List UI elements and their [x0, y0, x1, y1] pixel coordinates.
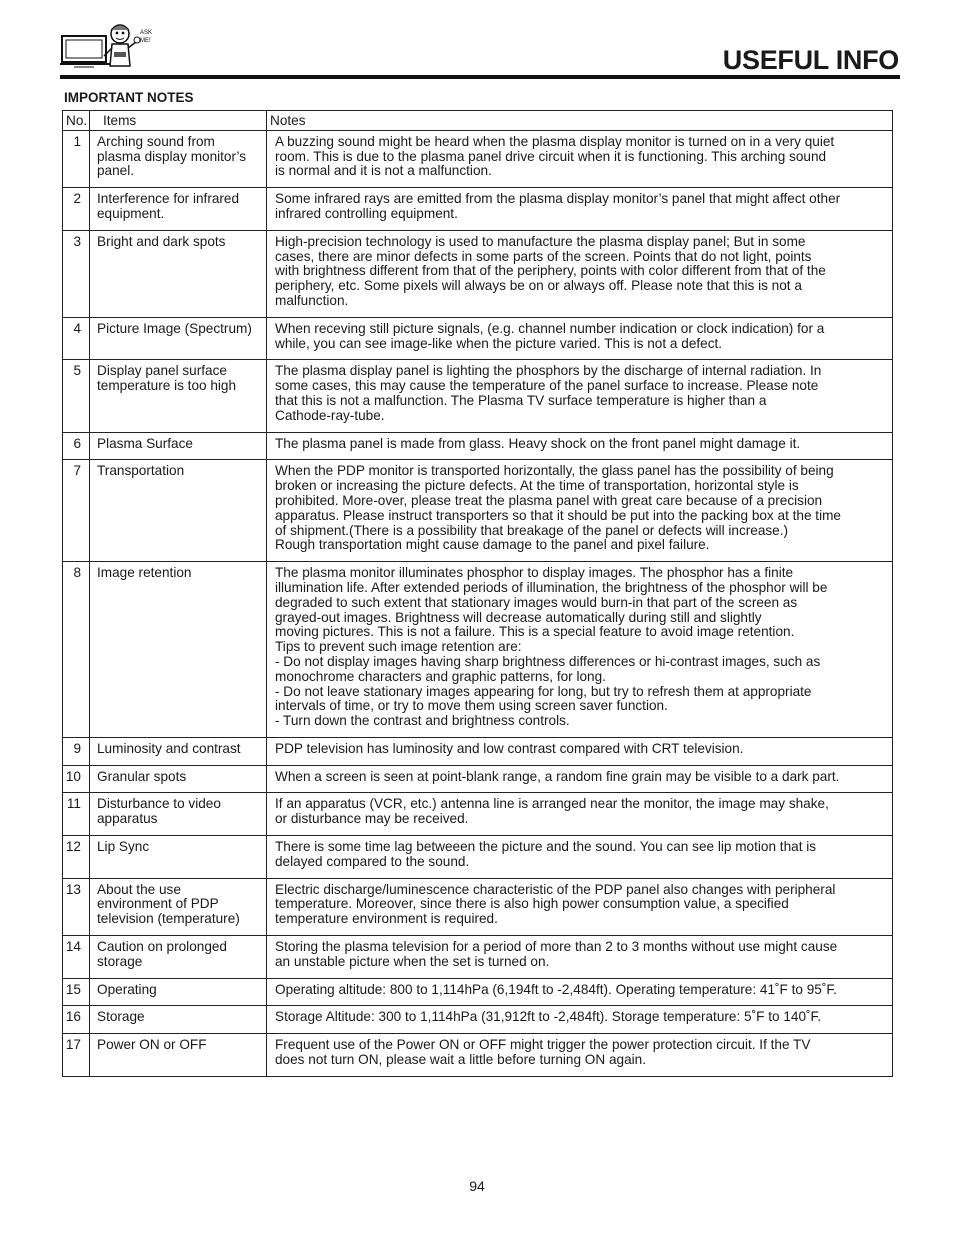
row-note — [267, 1034, 893, 1077]
row-item — [90, 432, 267, 460]
row-note — [267, 793, 893, 836]
row-item — [90, 836, 267, 879]
row-item-text: Picture Image (Spectrum) — [97, 320, 252, 336]
svg-text:ME!: ME! — [140, 38, 151, 44]
row-number: 10 — [63, 765, 90, 793]
table-row — [63, 317, 893, 360]
row-number: 5 — [63, 360, 90, 432]
row-item-text: Lip Sync — [97, 839, 150, 855]
row-note-text: PDP television has luminosity and low contrast compared with CRT television. — [275, 740, 744, 756]
row-note — [267, 360, 893, 432]
row-note-text: The plasma panel is made from glass. Heavy shock on the front panel might damage it. — [275, 435, 801, 451]
row-item-text: Arching sound from plasma display monitor’s panel. — [97, 133, 247, 179]
row-item — [90, 878, 267, 935]
table-row — [63, 765, 893, 793]
row-item-text: Display panel surface temperature is too high — [97, 363, 237, 394]
row-note-text: Operating altitude: 800 to 1,114hPa (6,194ft to -2,484ft). Operating temperature: 41˚F to 95˚F. — [275, 981, 837, 997]
row-item-text: Transportation — [97, 463, 185, 479]
row-note — [267, 460, 893, 562]
row-item — [90, 230, 267, 317]
row-note — [267, 765, 893, 793]
table-row — [63, 562, 893, 738]
row-number: 4 — [63, 317, 90, 360]
row-item — [90, 978, 267, 1006]
row-item-text: Plasma Surface — [97, 435, 193, 451]
row-note-text: High-precision technology is used to manufacture the plasma display panel; But in some cases, there are minor defects in some parts of the screen. Points that do not light, points with brightness different from that of the periphery, points with color different from that of the periphery, etc. Some pixels will always be on or always off. Please note that this is not a malfunction. — [275, 233, 826, 308]
row-note-text: If an apparatus (VCR, etc.) antenna line is arranged near the monitor, the image may shake, or disturbance may be received. — [275, 796, 829, 827]
row-item — [90, 317, 267, 360]
row-item-text: Operating — [97, 981, 157, 997]
table-row — [63, 936, 893, 979]
important-notes-table — [62, 110, 893, 1077]
row-note-text: Frequent use of the Power ON or OFF might trigger the power protection circuit. If the TV does not turn ON, please wait a little before turning ON again. — [275, 1037, 811, 1068]
row-number: 8 — [63, 562, 90, 738]
row-item-text: Caution on prolonged storage — [97, 939, 227, 969]
column-header-no: No. — [63, 111, 90, 131]
row-item — [90, 1006, 267, 1034]
row-item — [90, 936, 267, 979]
row-number: 16 — [63, 1006, 90, 1034]
row-note — [267, 317, 893, 360]
row-item-text: Storage — [97, 1009, 145, 1025]
table-header-row — [63, 111, 893, 131]
row-number: 3 — [63, 230, 90, 317]
row-item — [90, 460, 267, 562]
row-number: 9 — [63, 737, 90, 765]
row-note-text: Electric discharge/luminescence characteristic of the PDP panel also changes with peripheral temperature. Moreover, since there is also high power consumption value, a specified temperature environment is required. — [275, 881, 836, 927]
row-note — [267, 737, 893, 765]
row-item — [90, 562, 267, 738]
row-number: 15 — [63, 978, 90, 1006]
row-note — [267, 130, 893, 187]
row-note — [267, 562, 893, 738]
row-item — [90, 188, 267, 231]
row-item-text: About the use environment of PDP television (temperature) — [97, 881, 240, 927]
row-item — [90, 793, 267, 836]
column-header-notes: Notes — [267, 111, 893, 131]
table-row — [63, 188, 893, 231]
row-note-text: The plasma display panel is lighting the phosphors by the discharge of internal radiation. In some cases, this may cause the temperature of the panel surface to increase. Please note that this is not a malfunction. The Plasma TV surface temperature is higher than a Cathode-ray-tube. — [275, 363, 822, 423]
table-row — [63, 836, 893, 879]
ask-me-mascot-icon — [60, 18, 158, 72]
row-number: 13 — [63, 878, 90, 935]
row-note-text: When a screen is seen at point-blank range, a random fine grain may be visible to a dark part. — [275, 768, 840, 784]
row-note-text: When the PDP monitor is transported horizontally, the glass panel has the possibility of being broken or increasing the picture defects. At the time of transportation, horizontal style is prohibited. More-over, please treat the plasma panel with great care because of a precision apparatus. Please instruct transporters so that it should be put into the packing box at the time of shipment.(There is a possibility that breakage of the panel or defects will increase.) Rough transportation might cause damage to the panel and pixel failure. — [275, 463, 841, 553]
table-row — [63, 1006, 893, 1034]
table-row — [63, 793, 893, 836]
row-note-text: Storing the plasma television for a period of more than 2 to 3 months without use might cause an unstable picture when the set is turned on. — [275, 939, 838, 969]
row-item-text: Power ON or OFF — [97, 1037, 207, 1053]
table-row — [63, 737, 893, 765]
row-number: 6 — [63, 432, 90, 460]
row-number: 1 — [63, 130, 90, 187]
row-number: 14 — [63, 936, 90, 979]
row-note — [267, 936, 893, 979]
row-note-text: Storage Altitude: 300 to 1,114hPa (31,912ft to -2,484ft). Storage temperature: 5˚F to 140˚F. — [275, 1009, 822, 1025]
row-number: 2 — [63, 188, 90, 231]
row-note — [267, 878, 893, 935]
row-note — [267, 978, 893, 1006]
table-row — [63, 1034, 893, 1077]
row-item — [90, 737, 267, 765]
table-row — [63, 878, 893, 935]
column-header-items: Items — [90, 111, 267, 131]
row-item-text: Granular spots — [97, 768, 187, 784]
page-title: USEFUL INFO — [722, 45, 899, 75]
row-note-text: There is some time lag betweeen the picture and the sound. You can see lip motion that is delayed compared to the sound. — [275, 839, 817, 869]
table-row — [63, 432, 893, 460]
table-row — [63, 130, 893, 187]
row-note — [267, 432, 893, 460]
row-note — [267, 836, 893, 879]
table-body — [63, 130, 893, 1076]
row-item — [90, 1034, 267, 1077]
row-item-text: Interference for infrared equipment. — [97, 191, 240, 221]
row-note-text: The plasma monitor illuminates phosphor to display images. The phosphor has a finite illumination life. After extended periods of illumination, the brightness of the phosphor will be degraded to such extent that stationary images would burn-in that part of the screen as grayed-out images. Brightness will decrease automatically during still and slightly moving pictures. This is not a failure. This is a special feature to avoid image retention. Tips to prevent such image retention are: - Do not display images having sharp brightness differences or hi-contrast images, such as monochrome characters and graphic patterns, for long. - Do not leave stationary images appearing for long, but try to refresh them at appropriate intervals of time, or try to move them using screen saver function. - Turn down the contrast and brightness controls. — [275, 565, 828, 729]
row-note — [267, 188, 893, 231]
row-item-text: Bright and dark spots — [97, 233, 226, 249]
table-row — [63, 978, 893, 1006]
row-note-text: Some infrared rays are emitted from the plasma display monitor’s panel that might affect other infrared controlling equipment. — [275, 191, 841, 221]
row-number: 7 — [63, 460, 90, 562]
row-item — [90, 360, 267, 432]
section-title: IMPORTANT NOTES — [64, 90, 194, 105]
table-row — [63, 460, 893, 562]
row-item — [90, 130, 267, 187]
title-divider — [60, 75, 900, 79]
row-number: 11 — [63, 793, 90, 836]
row-number: 12 — [63, 836, 90, 879]
row-number: 17 — [63, 1034, 90, 1077]
page-number: 94 — [469, 1178, 485, 1194]
table-row — [63, 230, 893, 317]
row-note — [267, 1006, 893, 1034]
row-note-text: A buzzing sound might be heard when the plasma display monitor is turned on in a very quiet room. This is due to the plasma panel drive circuit when it is functioning. This arching sound is normal and it is not a malfunction. — [275, 133, 835, 179]
row-item — [90, 765, 267, 793]
logo-text: ASK — [140, 30, 153, 36]
row-note — [267, 230, 893, 317]
row-item-text: Disturbance to video apparatus — [97, 796, 221, 827]
row-item-text: Luminosity and contrast — [97, 740, 241, 756]
row-item-text: Image retention — [97, 565, 192, 581]
row-note-text: When receving still picture signals, (e.g. channel number indication or clock indication) for a while, you can see image-like when the picture varied. This is not a defect. — [275, 320, 825, 351]
table-row — [63, 360, 893, 432]
